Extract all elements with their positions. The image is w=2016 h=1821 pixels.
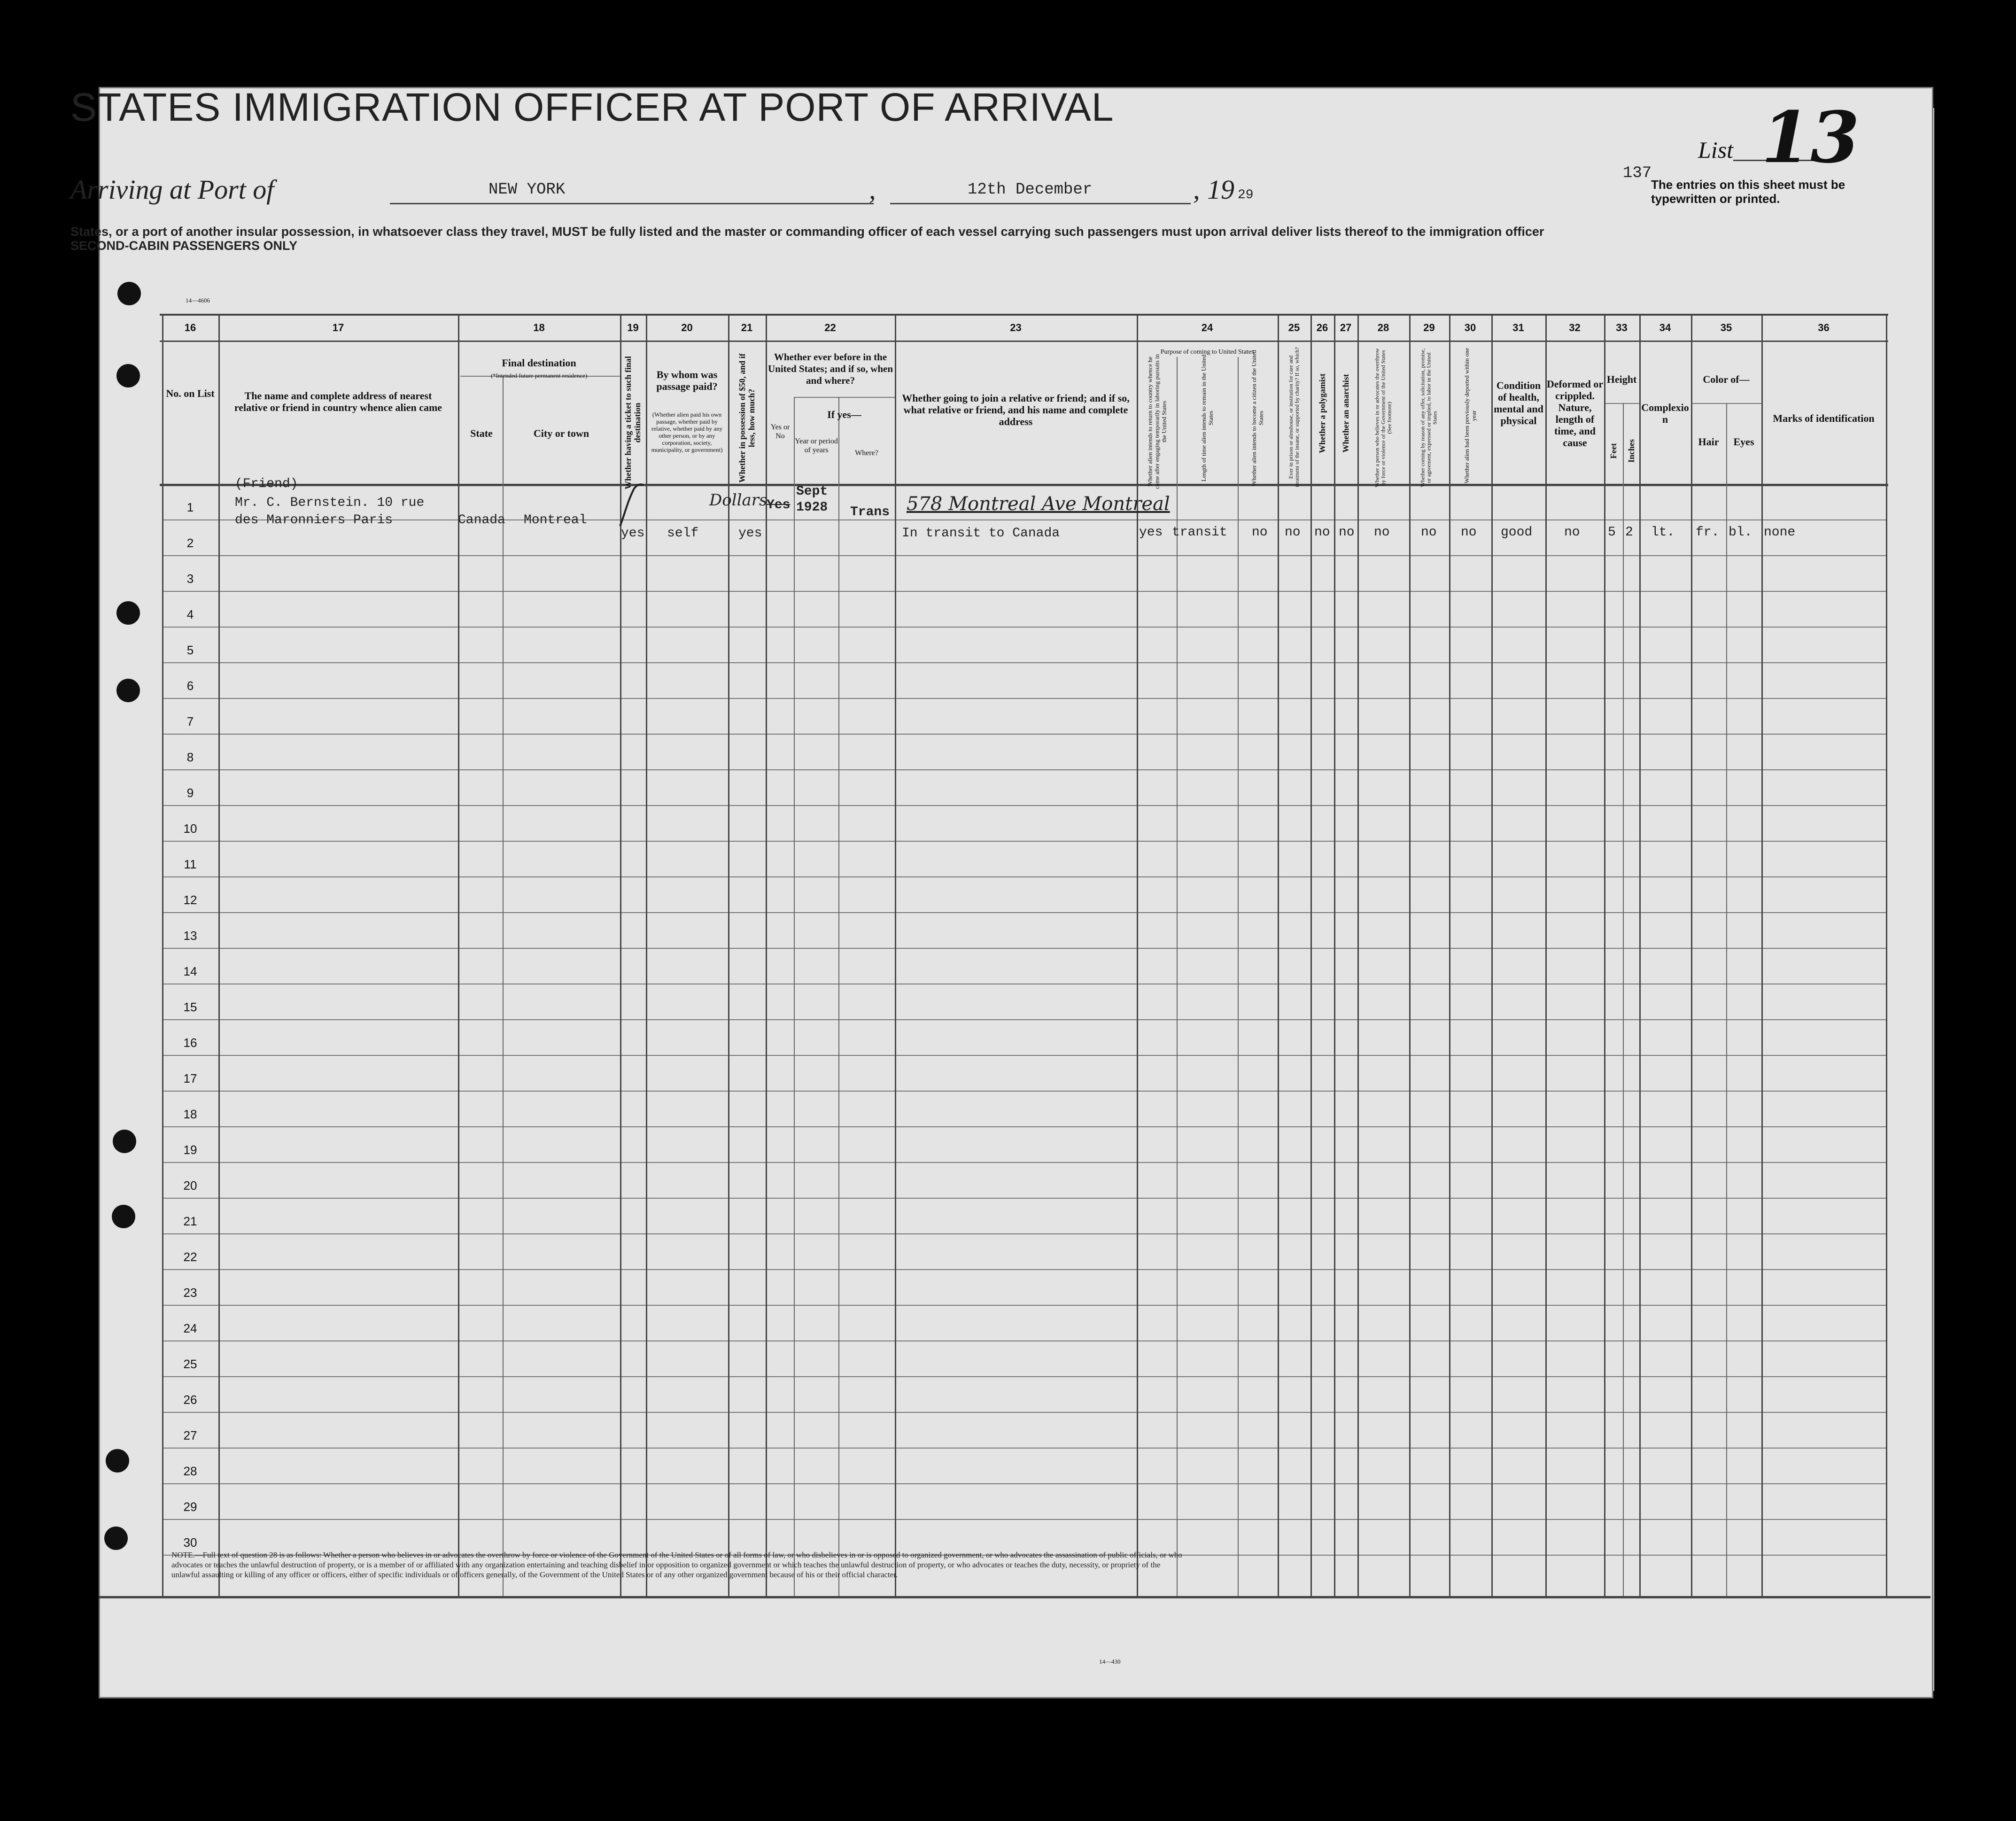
- entry-ticket: yes: [621, 526, 645, 541]
- row-line: [162, 555, 1886, 556]
- row-line: [162, 1448, 1886, 1449]
- row-number: 26: [183, 1393, 197, 1407]
- typewritten-note: The entries on this sheet must be typewritten or printed.: [1651, 178, 1845, 206]
- column-number: 21: [741, 322, 753, 333]
- row-number: 9: [186, 786, 194, 800]
- column-border: [1491, 314, 1493, 1596]
- column-border: [794, 397, 795, 1596]
- header-height: Height: [1606, 373, 1637, 385]
- entry-return: yes: [1139, 525, 1163, 540]
- header-feet: Feet: [1609, 443, 1618, 459]
- entry-anarchist: no: [1339, 525, 1355, 540]
- column-border: [458, 314, 459, 1596]
- header-join-relative: Whether going to join a relative or friend; and if so, what relative or friend, and his name and complete address: [902, 392, 1130, 427]
- entry-address-line1: Mr. C. Bernstein. 10 rue: [235, 496, 425, 510]
- column-number: 34: [1659, 322, 1671, 333]
- row-line: [162, 1376, 1886, 1377]
- column-border: [1761, 314, 1763, 1596]
- row-line: [162, 1019, 1886, 1020]
- entry-prison: no: [1285, 525, 1301, 540]
- entry-hair: fr.: [1696, 525, 1720, 540]
- column-number: 17: [332, 322, 344, 333]
- punch-hole: [116, 601, 140, 625]
- column-border: [503, 376, 504, 1596]
- column-number: 24: [1201, 322, 1213, 333]
- row-line: [162, 1412, 1886, 1413]
- column-number: 22: [824, 322, 836, 333]
- row-number: 24: [183, 1321, 197, 1335]
- header-purpose-return: Whether alien intends to return to country whence he came after engaging temporarily in laboring pursuits in the United States: [1146, 354, 1168, 489]
- entry-eyes: bl.: [1729, 525, 1752, 540]
- column-number: 20: [681, 322, 693, 333]
- column-border: [1604, 314, 1605, 1596]
- instructions-line: States, or a port of another insular possession, in whatsoever class they travel, MUST be fully listed and the master or commanding officer of each vessel carrying such passengers must upon arrival deliver lists thereof to the immigration officer: [70, 225, 1544, 239]
- year-prefix: 19: [1207, 174, 1234, 205]
- header-complexion: Complexion: [1641, 402, 1689, 425]
- header-eyes: Eyes: [1733, 436, 1754, 448]
- passenger-class-line: SECOND-CABIN PASSENGERS ONLY: [70, 239, 298, 253]
- punch-hole: [106, 1449, 129, 1472]
- row-line: [162, 1519, 1886, 1520]
- row-line: [162, 769, 1886, 770]
- column-number: 31: [1512, 322, 1524, 333]
- column-border: [1177, 357, 1178, 1596]
- separator-comma: ,: [869, 174, 876, 205]
- entry-overthrow: no: [1374, 525, 1390, 540]
- header-money: Whether in possession of $50, and if less, how much?: [737, 353, 756, 483]
- row-line: [162, 876, 1886, 877]
- page-number: 137: [1623, 164, 1652, 182]
- entry-citizen: no: [1252, 525, 1268, 540]
- row-number: 8: [186, 750, 194, 764]
- row-number: 22: [183, 1250, 197, 1264]
- year-suffix: 29: [1238, 188, 1254, 202]
- row-number: 23: [183, 1286, 197, 1300]
- form-code: 14—4606: [186, 297, 210, 304]
- column-number: 18: [533, 322, 545, 333]
- row-line: [162, 1091, 1886, 1092]
- header-passage-paid-note: (Whether alien paid his own passage, whether paid by relative, whether paid by any other person, or by any corporation, society, municipality, or government): [651, 411, 723, 453]
- header-deformed: Deformed or crippled. Nature, length of time, and cause: [1546, 378, 1604, 449]
- entry-before-yes: Yes: [767, 498, 791, 512]
- header-bottom-border: [160, 484, 1888, 486]
- row-line: [162, 1162, 1886, 1163]
- row-line: [162, 1483, 1886, 1484]
- entry-join-handwritten: 578 Montreal Ave Montreal: [907, 493, 1170, 515]
- header-relative-address: The name and complete address of nearest relative or friend in country whence alien came: [234, 390, 442, 413]
- header-hair: Hair: [1698, 436, 1719, 448]
- row-line: [162, 1055, 1886, 1056]
- header-purpose-citizen: Whether alien intends to become a citizen of the United States: [1250, 350, 1264, 486]
- row-line: [162, 734, 1886, 735]
- entry-complexion: lt.: [1651, 525, 1675, 540]
- column-number: 28: [1377, 322, 1389, 333]
- header-if-yes: If yes—: [827, 409, 861, 420]
- entry-paid-by: self: [667, 526, 699, 541]
- check-mark: [615, 481, 658, 528]
- header-ticket: Whether having a ticket to such final destination: [623, 356, 642, 489]
- entry-address-line2: des Maronniers Paris: [235, 513, 393, 527]
- column-number: 29: [1423, 322, 1435, 333]
- row-line: [162, 912, 1886, 913]
- column-border: [162, 314, 163, 1596]
- row-number: 3: [186, 572, 194, 586]
- column-border: [1623, 403, 1624, 1596]
- row-line: [162, 662, 1886, 663]
- header-color: Color of—: [1703, 373, 1750, 385]
- row-line: [162, 841, 1886, 842]
- column-number: 32: [1569, 322, 1581, 333]
- row-line: [162, 627, 1886, 628]
- row-number: 15: [183, 1000, 197, 1014]
- entry-length: transit: [1172, 525, 1227, 540]
- punch-hole: [116, 679, 140, 702]
- row-line: [162, 591, 1886, 592]
- column-border: [1238, 357, 1239, 1596]
- entry-city: Montreal: [524, 513, 587, 527]
- row-number: 4: [186, 607, 194, 621]
- column-number-row-border: [160, 341, 1888, 342]
- column-number: 36: [1818, 322, 1830, 333]
- row-line: [162, 1126, 1886, 1127]
- header-final-destination-note: (*Intended future permanent residence): [490, 372, 588, 379]
- column-number: 30: [1464, 322, 1476, 333]
- header-period: Year or period of years: [795, 437, 838, 454]
- column-border: [1449, 314, 1450, 1596]
- row-number: 21: [183, 1214, 197, 1228]
- column-border: [1639, 314, 1641, 1596]
- column-border: [1310, 314, 1312, 1596]
- column-border: [1545, 314, 1547, 1596]
- entry-health: good: [1501, 525, 1533, 540]
- row-number: 17: [183, 1071, 197, 1085]
- row-line: [162, 1269, 1886, 1270]
- column-border: [1409, 314, 1411, 1596]
- entry-feet: 5: [1608, 525, 1616, 540]
- header-state: State: [470, 427, 493, 439]
- column-border: [895, 314, 896, 1596]
- punch-hole: [104, 1527, 128, 1550]
- row-line: [162, 519, 1886, 520]
- row-line: [162, 948, 1886, 949]
- table-top-border: [160, 314, 1888, 316]
- page-title: STATES IMMIGRATION OFFICER AT PORT OF ARRIVAL: [70, 85, 1114, 129]
- row-number: 7: [186, 714, 194, 728]
- row-line: [162, 698, 1886, 699]
- column-number: 19: [627, 322, 639, 333]
- entry-before-period: Sept 1928: [796, 484, 828, 515]
- height-divider: [1604, 403, 1639, 404]
- row-number: 27: [183, 1428, 197, 1442]
- separator-comma: ,: [1193, 174, 1200, 205]
- entry-state: Canada: [458, 513, 505, 527]
- punch-hole: [112, 1205, 135, 1228]
- header-purpose: Purpose of coming to United States: [1160, 349, 1254, 356]
- entry-before-where: Trans: [850, 505, 890, 519]
- entry-deformed: no: [1564, 525, 1580, 540]
- entry-inches: 2: [1625, 525, 1633, 540]
- row-number: 14: [183, 964, 197, 978]
- entry-money-handwritten: Dollars: [709, 491, 768, 510]
- row-number: 12: [183, 893, 197, 907]
- column-border: [1691, 314, 1692, 1596]
- column-number: 26: [1316, 322, 1328, 333]
- column-number: 33: [1616, 322, 1628, 333]
- list-label: List: [1698, 137, 1734, 163]
- punch-hole: [113, 1130, 136, 1153]
- row-number: 1: [186, 500, 194, 514]
- header-yes-no: Yes or No: [770, 423, 790, 440]
- port-value: NEW YORK: [488, 181, 566, 199]
- row-line: [162, 805, 1886, 806]
- header-prison: Ever in prison or almshouse, or institution for care and treatment of the insane, or supported by charity? If so, which?: [1287, 347, 1300, 487]
- column-number: 25: [1288, 322, 1300, 333]
- header-overthrow: Whether a person who believes in or advocates the overthrow by force or violence of the Government of the United States (See footnote): [1373, 348, 1393, 488]
- entry-marks: none: [1764, 525, 1796, 540]
- row-number: 30: [183, 1535, 197, 1550]
- header-city: City or town: [533, 427, 589, 439]
- header-inches: Inches: [1627, 439, 1636, 463]
- row-number: 25: [183, 1357, 197, 1371]
- row-number: 6: [186, 679, 194, 693]
- row-number: 13: [183, 929, 197, 943]
- punch-hole: [117, 282, 141, 305]
- column-number: 23: [1010, 322, 1022, 333]
- entry-join: In transit to Canada: [902, 526, 1060, 541]
- header-polygamist: Whether a polygamist: [1318, 373, 1327, 453]
- column-border: [218, 314, 220, 1596]
- row-line: [162, 1198, 1886, 1199]
- row-line: [162, 1305, 1886, 1306]
- entry-relation: (Friend): [235, 477, 298, 491]
- header-no-on-list: No. on List: [166, 387, 215, 399]
- entry-deported: no: [1461, 525, 1477, 540]
- header-contract-labor: Whether coming by reason of any offer, solicitation, promise, or agreement, expressed or implied, to labor in the United States: [1419, 348, 1438, 488]
- column-border: [1726, 403, 1727, 1596]
- column-border: [1278, 314, 1279, 1596]
- arriving-label: Arriving at Port of: [70, 174, 274, 205]
- column-number: 35: [1720, 322, 1732, 333]
- header-health: Condition of health, mental and physical: [1494, 380, 1543, 426]
- ifyes-divider: [794, 397, 895, 398]
- date-value: 12th December: [968, 181, 1093, 199]
- row-number: 29: [183, 1500, 197, 1514]
- row-number: 20: [183, 1178, 197, 1193]
- header-passage-paid: By whom was passage paid?: [656, 369, 718, 392]
- header-where: Where?: [855, 449, 878, 457]
- list-number: 13: [1761, 96, 1860, 179]
- column-border: [838, 397, 839, 1596]
- entry-polygamist: no: [1314, 525, 1330, 540]
- row-number: 2: [186, 536, 194, 550]
- punch-hole: [116, 364, 140, 387]
- row-number: 18: [183, 1107, 197, 1121]
- port-underline: [390, 203, 874, 204]
- column-border: [1886, 314, 1887, 1596]
- entry-money: yes: [738, 526, 762, 541]
- footnote-code: 14—430: [1099, 1658, 1121, 1665]
- header-marks: Marks of identification: [1773, 412, 1875, 424]
- row-number: 11: [184, 857, 197, 871]
- row-number: 10: [183, 821, 197, 836]
- column-number: 27: [1340, 322, 1352, 333]
- header-anarchist: Whether an anarchist: [1341, 374, 1350, 453]
- row-line: [162, 1233, 1886, 1234]
- header-final-destination: Final destination: [502, 357, 576, 369]
- header-deported: Whether alien had been previously deported within one year: [1463, 348, 1477, 484]
- row-number: 19: [183, 1143, 197, 1157]
- footnote: NOTE.—Full text of question 28 is as follows: Whether a person who believes in or advocates the overthrow by force or violence of the Government of the United States or of all forms of law, or who disbelieves in or is opposed to organized government, or who advocates the assassination of public officials, or who advocates or teaches the unlawful destruction of property, or is a member of or affiliated with any organization entertaining and teaching disbelief in or opposition to organized government or which teaches the unlawful destruction of property, or who advocates or teaches the duty, necessity, or propriety of the unlawful assaulting or killing of any officer or officers, either of specific individuals or of officers generally, of the Government of the United States or of any other organized government because of his or their official character.: [171, 1550, 1182, 1579]
- header-before-in-us: Whether ever before in the United States; and if so, when and where?: [768, 351, 893, 386]
- row-number: 5: [186, 643, 194, 657]
- column-number: 16: [184, 322, 196, 333]
- row-number: 16: [183, 1036, 197, 1050]
- column-border: [1357, 314, 1359, 1596]
- column-border: [1334, 314, 1335, 1596]
- row-number: 28: [183, 1464, 197, 1478]
- header-purpose-length: Length of time alien intends to remain in the United States: [1200, 354, 1214, 482]
- date-underline: [890, 203, 1191, 204]
- table-bottom-border: [99, 1596, 1931, 1598]
- entry-contract-labor: no: [1421, 525, 1437, 540]
